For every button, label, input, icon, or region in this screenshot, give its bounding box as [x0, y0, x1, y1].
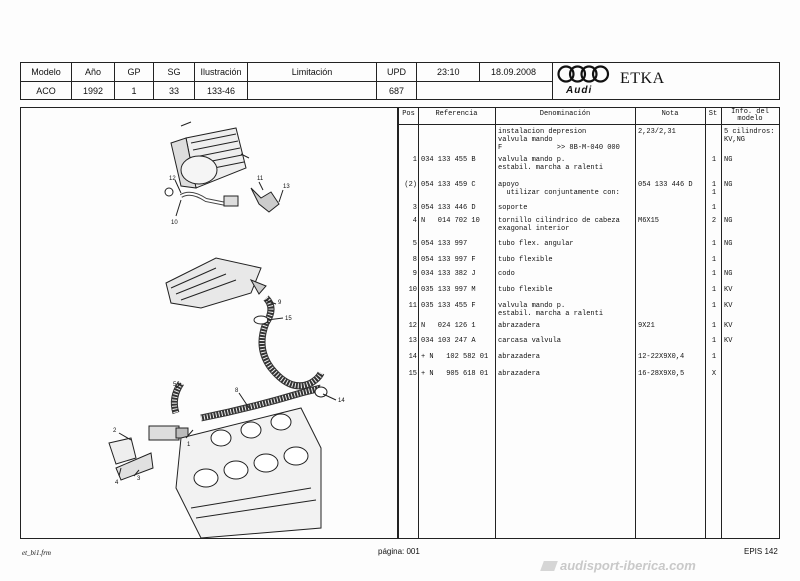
cell-pos: (2) — [404, 181, 417, 189]
cell-pos: 5 — [412, 240, 417, 248]
cell-st: 1 — [711, 270, 717, 278]
cell-ref: 035 133 455 F — [421, 302, 476, 310]
cell-pos: 1 — [412, 156, 417, 164]
callout-label: 2 — [113, 428, 117, 434]
cell-ref: 034 103 247 A — [421, 337, 476, 345]
cell-ref: N 024 126 1 — [421, 322, 476, 330]
callout-label: 13 — [283, 184, 290, 190]
cell-nota: 9X21 — [638, 322, 655, 330]
callout-label: 11 — [257, 176, 264, 182]
header-label: SG — [167, 67, 181, 77]
cell-den: apoyo utilizar conjuntamente con: — [498, 181, 620, 197]
cell-den: instalacion depresion valvula mando F >> 8B-M-040 000 — [498, 128, 620, 152]
cell-pos: 15 — [408, 370, 417, 378]
watermark-text: audisport-iberica.com — [560, 558, 696, 573]
callout-label: 10 — [171, 220, 178, 226]
cell-st: 1 — [711, 302, 717, 310]
cell-pos: 14 — [408, 353, 417, 361]
cell-nota: 16-28X9X0,5 — [638, 370, 685, 378]
callout-label: 3 — [137, 476, 141, 482]
cell-den: soporte — [498, 204, 528, 212]
cell-den: tubo flexible — [498, 256, 553, 264]
cell-den: abrazadera — [498, 353, 541, 361]
header-label: Año — [84, 67, 101, 77]
callout-label: 15 — [285, 316, 292, 322]
header-value: 133-46 — [206, 86, 236, 96]
header-label: Ilustración — [200, 67, 242, 77]
header-value: 1 — [131, 86, 137, 96]
cell-pos: 4 — [412, 217, 417, 225]
cell-st: X — [711, 370, 717, 378]
callout-label: 5 — [173, 382, 177, 388]
cell-ref: + N 102 582 01 — [421, 353, 489, 361]
cell-pos: 8 — [412, 256, 417, 264]
header-cell-upd — [377, 63, 417, 99]
cell-st: 1 1 — [711, 181, 717, 197]
column-header: Referencia — [435, 110, 478, 118]
cell-den: carcasa valvula — [498, 337, 562, 345]
cell-ref: 034 133 455 B — [421, 156, 476, 164]
column-header: Info. del modelo — [731, 108, 769, 123]
cell-ref: 054 133 446 D — [421, 204, 476, 212]
footer-filename: et_bi1.frm — [22, 549, 51, 557]
cell-st: 1 — [711, 337, 717, 345]
column-header: Pos — [402, 110, 415, 118]
callout-label: 9 — [278, 300, 282, 306]
callout-label: 1 — [187, 442, 191, 448]
cell-ref: + N 905 618 01 — [421, 370, 489, 378]
column-header: Denominación — [539, 110, 591, 118]
cell-ref: 054 133 459 C — [421, 181, 476, 189]
cell-st: 1 — [711, 353, 717, 361]
header-label: UPD — [386, 67, 406, 77]
cell-info: NG — [724, 217, 733, 225]
app-title: ETKA — [620, 70, 665, 87]
date-label: 18.09.2008 — [491, 67, 537, 77]
cell-ref: 054 133 997 — [421, 240, 468, 248]
callout-label: 12 — [169, 176, 176, 182]
header-cell-limitacion — [248, 63, 377, 99]
cell-info: KV — [724, 337, 733, 345]
cell-den: valvula mando p. estabil. marcha a ralenti — [498, 156, 604, 172]
cell-den: valvula mando p. estabil. marcha a ralenti — [498, 302, 604, 318]
cell-pos: 3 — [412, 204, 417, 212]
header-cell-ilustracion — [195, 63, 248, 99]
cell-ref: 054 133 997 F — [421, 256, 476, 264]
cell-den: tubo flexible — [498, 286, 553, 294]
exploded-view-drawing — [21, 108, 397, 538]
time-label: 23:10 — [437, 67, 460, 77]
cell-pos: 9 — [412, 270, 417, 278]
header-label: Modelo — [31, 67, 61, 77]
cell-info: NG — [724, 240, 733, 248]
header-label: Limitación — [291, 67, 333, 77]
header-table — [20, 62, 780, 100]
cell-den: tornillo cilindrico de cabeza exagonal interior — [498, 217, 620, 233]
cell-info: KV — [724, 286, 733, 294]
header-value: 687 — [388, 86, 405, 96]
cell-den: abrazadera — [498, 370, 541, 378]
cell-pos: 10 — [408, 286, 417, 294]
callout-label: 14 — [338, 398, 345, 404]
callout-label: 4 — [115, 480, 119, 486]
cell-nota: M6X15 — [638, 217, 660, 225]
cell-st: 2 — [711, 217, 717, 225]
cell-ref: 034 133 382 J — [421, 270, 476, 278]
cell-nota: 2,23/2,31 — [638, 128, 676, 136]
header-value: 33 — [168, 86, 179, 96]
watermark-logo — [540, 561, 558, 571]
parts-illustration — [20, 107, 398, 539]
footer-page: página: 001 — [378, 547, 420, 556]
cell-st: 1 — [711, 204, 717, 212]
cell-ref: 035 133 997 M — [421, 286, 476, 294]
column-header: St — [708, 110, 718, 118]
cell-nota: 054 133 446 D — [638, 181, 693, 189]
header-cell-sg — [154, 63, 195, 99]
header-cell-modelo — [21, 63, 72, 99]
cell-info: KV — [724, 322, 733, 330]
cell-info: NG — [724, 270, 733, 278]
cell-st: 1 — [711, 286, 717, 294]
cell-st: 1 — [711, 256, 717, 264]
cell-st: 1 — [711, 240, 717, 248]
header-cell-gp — [115, 63, 154, 99]
cell-pos: 11 — [408, 302, 417, 310]
cell-info: NG — [724, 156, 733, 164]
cell-pos: 13 — [408, 337, 417, 345]
callout-label: 8 — [235, 388, 239, 394]
cell-info: NG — [724, 181, 733, 189]
cell-info: 5 cilindros: KV,NG — [724, 128, 775, 144]
cell-pos: 12 — [408, 322, 417, 330]
cell-st: 1 — [711, 156, 717, 164]
audi-rings-logo — [556, 64, 612, 86]
audi-wordmark: Audi — [566, 85, 593, 96]
column-header: Nota — [661, 110, 679, 118]
cell-info: KV — [724, 302, 733, 310]
header-cell-ano — [72, 63, 115, 99]
cell-den: tubo flex. angular — [498, 240, 574, 248]
header-label: GP — [127, 67, 141, 77]
cell-den: abrazadera — [498, 322, 541, 330]
footer-code: EPIS 142 — [744, 547, 778, 556]
cell-nota: 12-22X9X0,4 — [638, 353, 685, 361]
header-value: 1992 — [82, 86, 104, 96]
cell-st: 1 — [711, 322, 717, 330]
header-value: ACO — [36, 86, 56, 96]
parts-table — [398, 107, 780, 539]
cell-den: codo — [498, 270, 515, 278]
cell-ref: N 014 702 10 — [421, 217, 480, 225]
